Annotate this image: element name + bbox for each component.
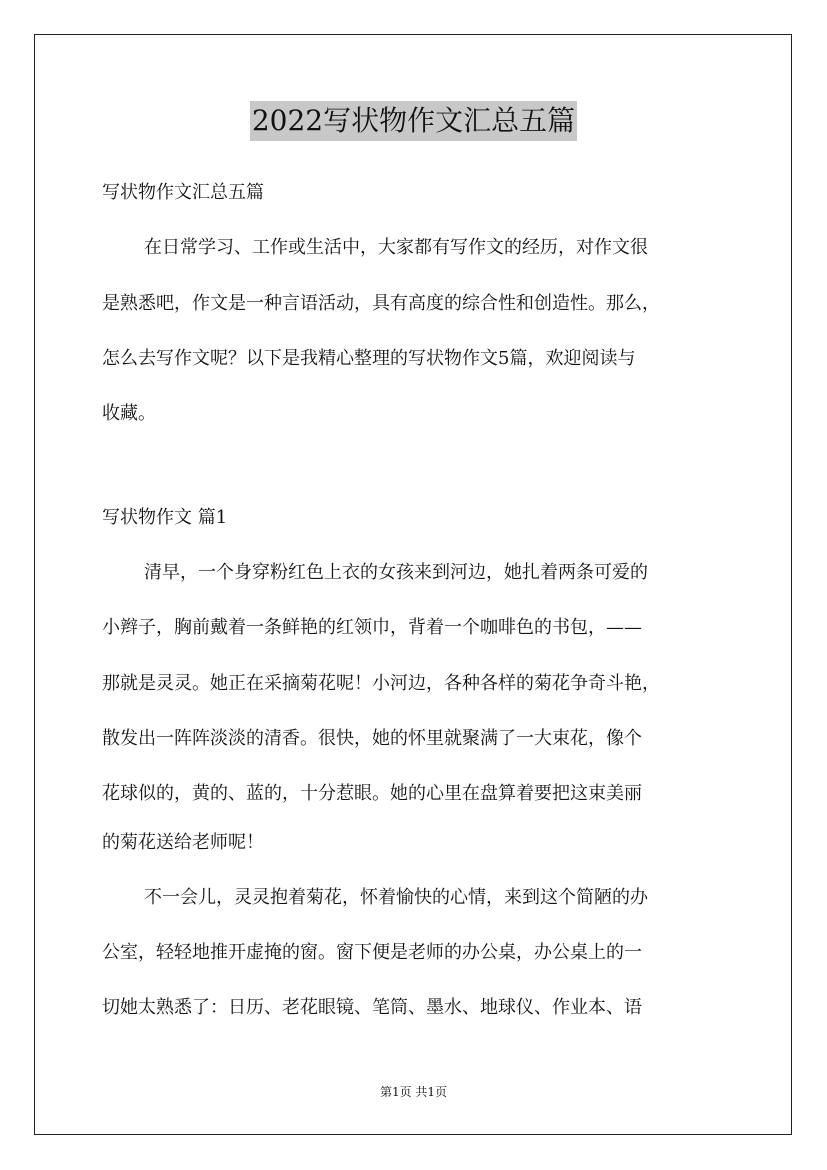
document-subtitle: 写状物作文汇总五篇	[102, 182, 264, 203]
paragraph2-line: 公室，轻轻地推开虚掩的窗。窗下便是老师的办公桌，办公桌上的一	[102, 942, 642, 963]
paragraph1-line: 那就是灵灵。她正在采摘菊花呢！小河边，各种各样的菊花争奇斗艳，	[102, 673, 660, 694]
intro-line: 是熟悉吧，作文是一种言语活动，具有高度的综合性和创造性。那么，	[102, 293, 660, 314]
paragraph1-line: 的菊花送给老师呢！	[102, 832, 264, 853]
paragraph1-line: 清早，一个身穿粉红色上衣的女孩来到河边，她扎着两条可爱的	[144, 562, 648, 583]
intro-line: 收藏。	[102, 403, 156, 424]
document-title: 2022写状物作文汇总五篇	[250, 101, 577, 141]
paragraph2-line: 切她太熟悉了：日历、老花眼镜、笔筒、墨水、地球仪、作业本、语	[102, 997, 642, 1018]
page-number-footer: 第1页 共1页	[379, 1085, 448, 1099]
paragraph1-line: 花球似的，黄的、蓝的，十分惹眼。她的心里在盘算着要把这束美丽	[102, 783, 642, 804]
intro-line: 怎么去写作文呢？以下是我精心整理的写状物作文5篇，欢迎阅读与	[102, 348, 636, 369]
paragraph1-line: 小辫子，胸前戴着一条鲜艳的红领巾，背着一个咖啡色的书包，——	[102, 617, 642, 638]
paragraph2-line: 不一会儿，灵灵抱着菊花，怀着愉快的心情，来到这个简陋的办	[144, 887, 648, 908]
section-heading: 写状物作文 篇1	[102, 507, 228, 528]
title-container	[0, 101, 827, 141]
paragraph1-line: 散发出一阵阵淡淡的清香。很快，她的怀里就聚满了一大束花，像个	[102, 728, 642, 749]
intro-line: 在日常学习、工作或生活中，大家都有写作文的经历，对作文很	[144, 237, 648, 258]
